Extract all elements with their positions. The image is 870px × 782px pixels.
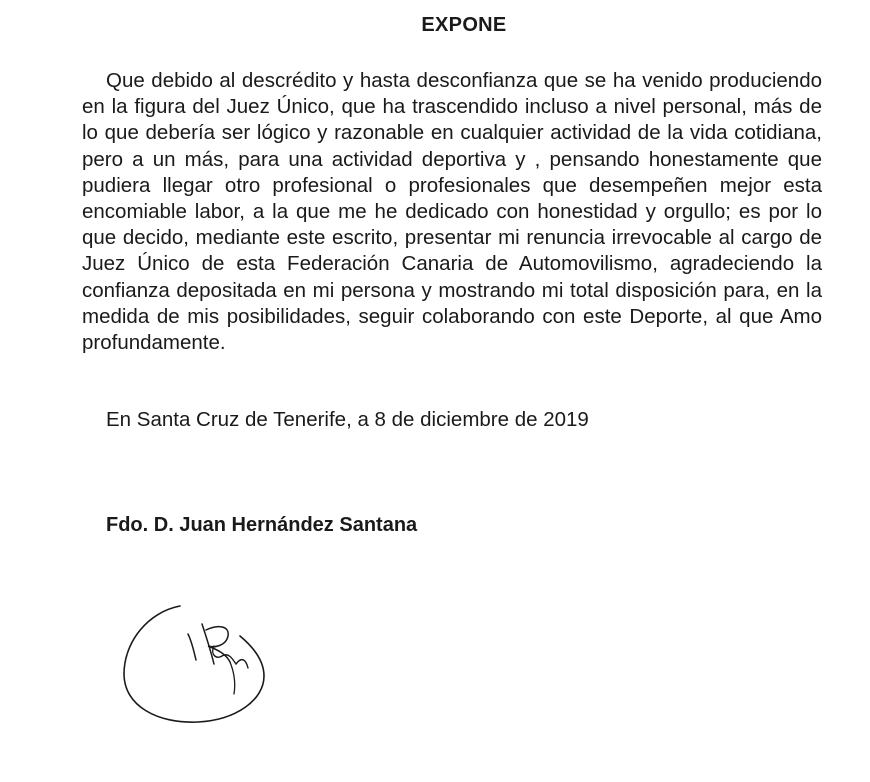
document-body: Que debido al descrédito y hasta desconfianza que se ha venido produciendo en la figura del Juez Único, que ha trascendido incluso a nivel personal, más de lo que debería ser lógico y razonable en cualquier actividad de la vida cotidiana, pero a un más, para una actividad deportiva y , pensando honestamente que pudiera llegar otro profesional o profesionales que desempeñen mejor esta encomiable labor, a la que me he dedicado con honestidad y orgullo; es por lo que decido, mediante este escrito, presentar mi renuncia irrevocable al cargo de Juez Único de esta Federación Canaria de Automovilismo, agradeciendo la confianza depositada en mi persona y mostrando mi total disposición para, en la medida de mis posibilidades, seguir colaborando con este Deporte, al que Amo profundamente. xyxy=(82,69,822,355)
signer-name: Fdo. D. Juan Hernández Santana xyxy=(106,514,418,536)
place-date: En Santa Cruz de Tenerife, a 8 de diciembre de 2019 xyxy=(106,408,589,431)
document-heading: EXPONE xyxy=(421,14,507,36)
handwritten-signature xyxy=(118,590,278,730)
